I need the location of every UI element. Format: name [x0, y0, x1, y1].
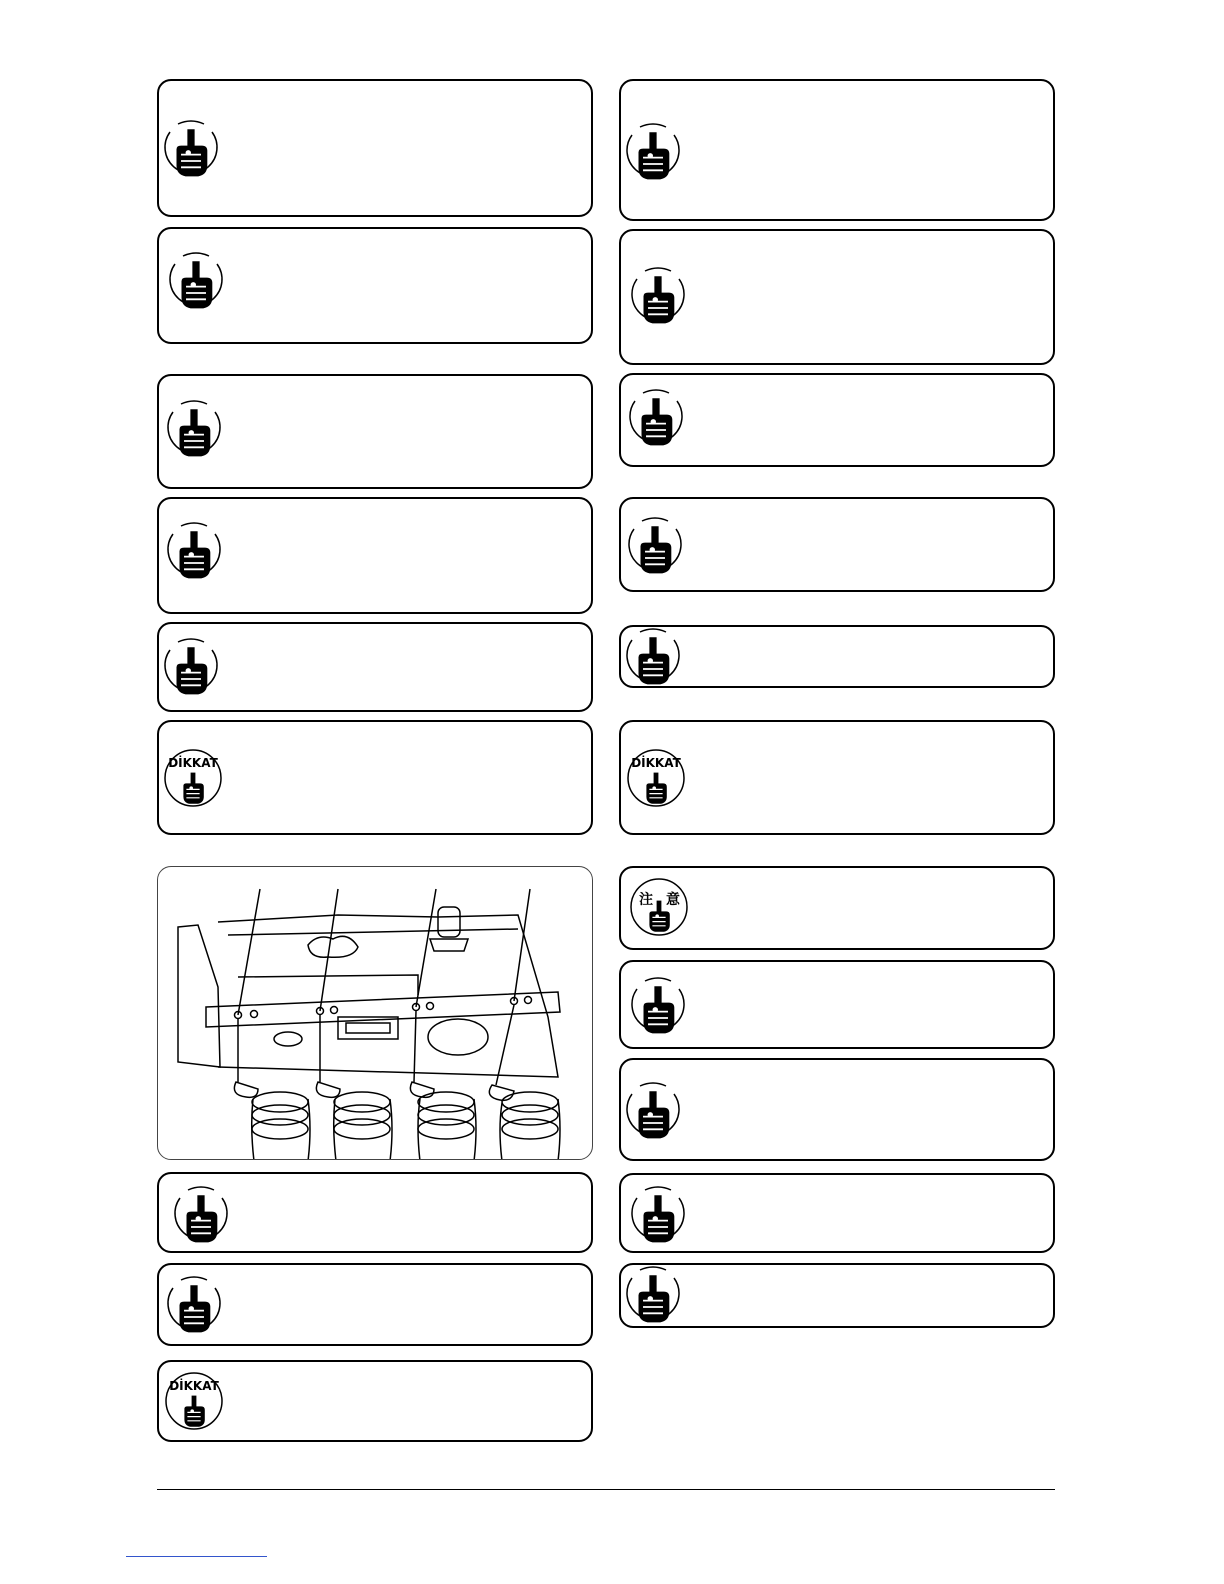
- caution-hand-icon: [160, 118, 222, 182]
- caution-hand-icon: [627, 265, 689, 329]
- caution-hand-icon: [622, 626, 684, 690]
- caution-box-r9: [619, 1058, 1055, 1161]
- caution-box-r5: [619, 625, 1055, 688]
- chuui-label-2: 意: [666, 892, 680, 908]
- caution-hand-icon: [160, 636, 222, 700]
- caution-hand-icon: [622, 121, 684, 185]
- machine-drawing: [158, 867, 593, 1160]
- caution-hand-dikkat-icon: [625, 745, 687, 809]
- caution-hand-icon: [627, 1184, 689, 1248]
- caution-box-r11: [619, 1263, 1055, 1328]
- caution-box-r1: [619, 79, 1055, 221]
- caution-hand-icon: [163, 398, 225, 462]
- dikkat-label: DİKKAT: [631, 756, 681, 770]
- caution-hand-icon: [624, 515, 686, 579]
- caution-hand-icon: [625, 387, 687, 451]
- caution-box-l1: [157, 79, 593, 217]
- caution-hand-dikkat-icon: [162, 745, 224, 809]
- caution-hand-icon: [163, 520, 225, 584]
- chuui-label-1: 注: [639, 892, 653, 908]
- caution-hand-chuui-icon: [628, 874, 690, 938]
- caution-hand-icon: [622, 1264, 684, 1328]
- caution-hand-icon: [165, 250, 227, 314]
- footer-rule: [157, 1489, 1055, 1490]
- caution-hand-dikkat-icon: [163, 1368, 225, 1432]
- machine-illustration: [157, 866, 593, 1160]
- caution-hand-icon: [170, 1184, 232, 1248]
- dikkat-label: DİKKAT: [169, 1379, 219, 1393]
- caution-hand-icon: [622, 1080, 684, 1144]
- caution-box-l5: [157, 622, 593, 712]
- caution-hand-icon: [163, 1274, 225, 1338]
- footer-link-underline[interactable]: [126, 1556, 267, 1557]
- caution-hand-icon: [627, 975, 689, 1039]
- dikkat-label: DİKKAT: [168, 756, 218, 770]
